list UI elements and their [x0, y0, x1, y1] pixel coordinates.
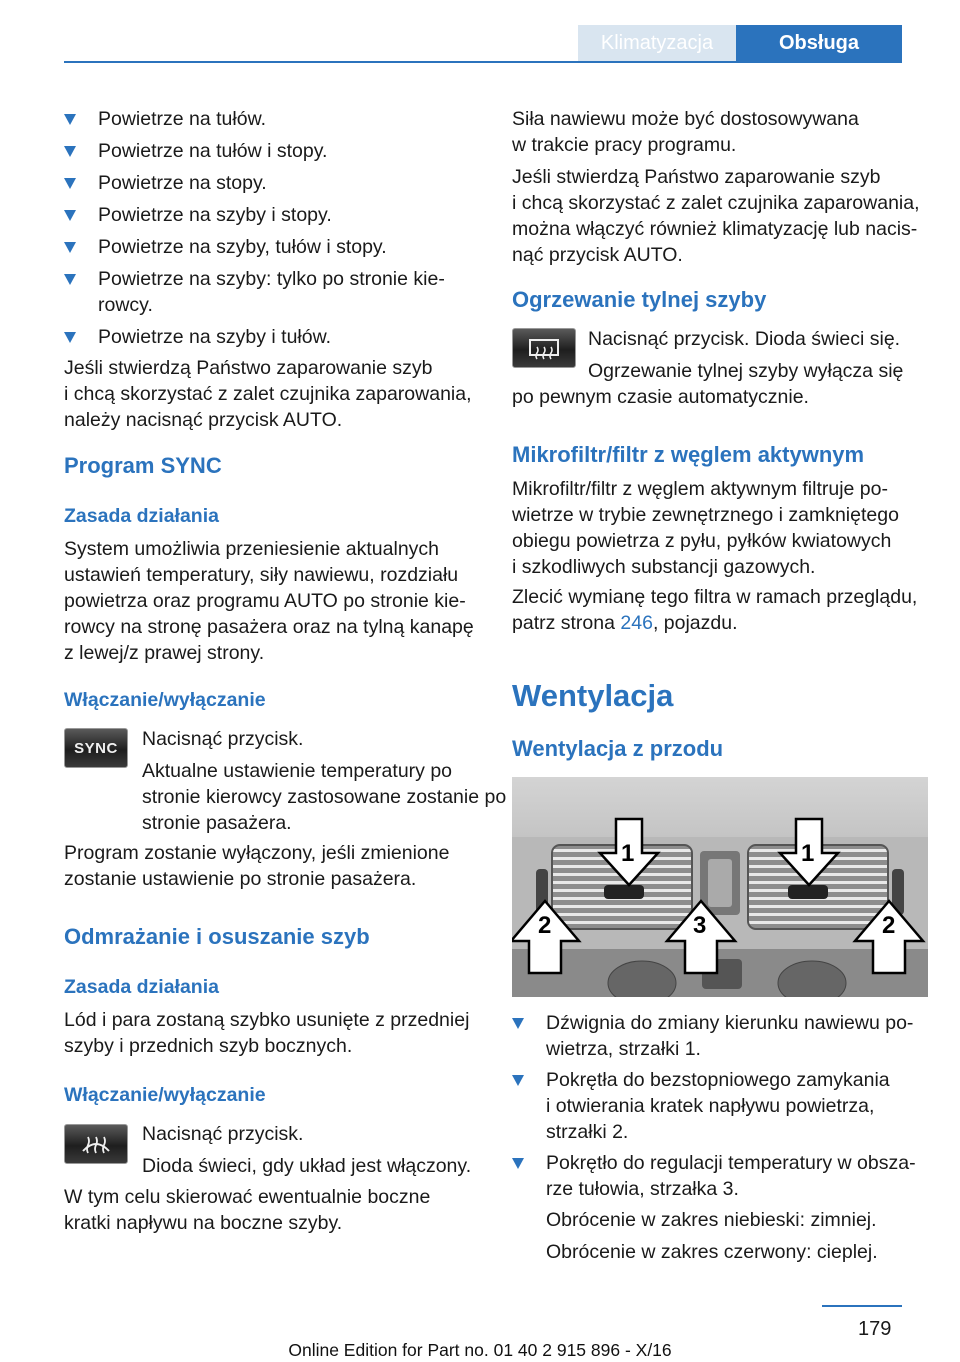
triangle-bullet-icon: [64, 178, 76, 189]
filter-section-title: Mikrofiltr/filtr z węglem aktywnym: [512, 442, 865, 467]
filter-swap-line2: [512, 610, 930, 636]
list-item: Powietrze na szyby: tylko po stronie kie- rowcy.: [64, 266, 518, 318]
list-item: Powietrze na stopy.: [64, 170, 518, 196]
red-range-text: Obrócenie w zakres czerwony: cieplej.: [546, 1241, 878, 1263]
triangle-bullet-icon: [64, 242, 76, 253]
sync-press-text: Nacisnąć przycisk.: [142, 728, 304, 750]
list-item: Pokrętła do bezstopniowego zamykania i otwierania kratek napływu powietrza, strzałki 2.: [512, 1067, 930, 1145]
sync-button-icon: [64, 728, 128, 768]
header-rule: [64, 61, 902, 63]
sync-text2: Program zostanie wyłączony, jeśli zmienione zostanie ustawienie po stronie pasażera.: [64, 842, 450, 890]
ventilation-section-title: Wentylacja: [512, 678, 674, 713]
rear-text-b: po pewnym czasie automatycznie.: [512, 386, 809, 408]
triangle-bullet-icon: [512, 1158, 524, 1169]
defrost-section-title: Odmrażanie i osuszanie szyb: [64, 924, 370, 949]
list-item: Powietrze na tułów i stopy.: [64, 138, 518, 164]
triangle-bullet-icon: [64, 146, 76, 157]
blue-range-text: Obrócenie w zakres niebieski: zimniej.: [546, 1209, 877, 1231]
page-246-link[interactable]: 246: [620, 612, 653, 634]
sync-section-title: Program SYNC: [64, 453, 222, 478]
rear-window-heat-icon: [513, 329, 575, 367]
triangle-bullet-icon: [64, 332, 76, 343]
front-vent-subtitle: Wentylacja z przodu: [512, 736, 724, 761]
dashboard-vents-illustration: [512, 777, 928, 997]
sync-onoff-heading: Włączanie/wyłączanie: [64, 689, 266, 711]
filter-swap-line1: Zlecić wymianę tego filtra w ramach przeglądu,: [512, 586, 918, 608]
sync-principle-paragraph: System umożliwia przeniesienie aktualnych ustawień temperatury, siły nawiewu, rozdziału powietrza oraz programu AUTO po stronie kie- rowcy na stronę pasażera oraz na tylną kanapę z lewej/z prawej strony.: [64, 538, 474, 664]
rear-press-text: Nacisnąć przycisk. Dioda świeci się.: [588, 328, 901, 350]
triangle-bullet-icon: [64, 210, 76, 221]
defrost-text: W tym celu skierować ewentualnie boczne kratki napływu na boczne szyby.: [64, 1186, 431, 1234]
header-section-tab: Klimatyzacja: [578, 25, 736, 62]
defrost-principle-heading: Zasada działania: [64, 976, 219, 998]
defrost-icon: [65, 1125, 127, 1163]
arrow-label: 3: [693, 912, 707, 939]
header-chapter-tab: Obsługa: [736, 25, 902, 62]
list-item: Powietrze na szyby i stopy.: [64, 202, 518, 228]
list-item: Dźwignia do zmiany kierunku nawiewu po- wietrza, strzałki 1.: [512, 1010, 930, 1062]
filter-swap-prefix: patrz strona: [512, 612, 621, 634]
triangle-bullet-icon: [64, 274, 76, 285]
triangle-bullet-icon: [64, 114, 76, 125]
fog-paragraph: Jeśli stwierdzą Państwo zaparowanie szyb i chcą skorzystać z zalet czujnika zaparowania, należy nacisnąć przycisk AUTO.: [64, 357, 472, 431]
rear-text-a: Ogrzewanie tylnej szyby wyłącza się: [588, 360, 904, 382]
sync-button-label: SYNC: [74, 740, 118, 757]
page-number: 179: [858, 1318, 892, 1340]
defrost-onoff-heading: Włączanie/wyłączanie: [64, 1084, 266, 1106]
list-item: Powietrze na szyby, tułów i stopy.: [64, 234, 518, 260]
rear-heat-section-title: Ogrzewanie tylnej szyby: [512, 287, 767, 312]
sync-text-line1: [142, 758, 506, 836]
sync-principle-heading: Zasada działania: [64, 505, 219, 527]
arrow-label: 2: [882, 912, 896, 939]
front-vents-photo: [512, 777, 928, 997]
filter-swap-suffix: , pojazdu.: [652, 612, 738, 634]
defrost-principle-paragraph: Lód i para zostaną szybko usunięte z przedniej szyby i przednich szyb bocznych.: [64, 1009, 470, 1057]
arrow-label: 1: [621, 840, 635, 867]
triangle-bullet-icon: [512, 1075, 524, 1086]
footer-rule: [822, 1305, 902, 1307]
list-item: Powietrze na szyby i tułów.: [64, 324, 518, 350]
triangle-bullet-icon: [512, 1018, 524, 1029]
list-item: Pokrętło do regulacji temperatury w obsza- rze tułowia, strzałka 3.: [512, 1150, 930, 1202]
fog-ac-paragraph: Jeśli stwierdzą Państwo zaparowanie szyb i chcą skorzystać z zalet czujnika zaparowania, można włączyć również klimatyzację lub nacis- nąć przycisk AUTO.: [512, 166, 920, 266]
filter-paragraph: Mikrofiltr/filtr z węglem aktywnym filtruje po- wietrze w trybie zewnętrznego i zamkniętego obiegu powietrza z pyłu, pyłków kwiatowych i szkodliwych substancji gazowych.: [512, 478, 899, 578]
arrow-label: 1: [801, 840, 815, 867]
rear-window-heat-button-icon: [512, 328, 576, 368]
windshield-defrost-button-icon: [64, 1124, 128, 1164]
edition-footer: Online Edition for Part no. 01 40 2 915 896 - X/16: [288, 1340, 672, 1360]
defrost-press-text: Nacisnąć przycisk.: [142, 1123, 304, 1145]
list-item: Powietrze na tułów.: [64, 106, 518, 132]
sync-intro-paragraph: Siła nawiewu może być dostosowywana w trakcie pracy programu.: [512, 108, 859, 156]
sync-text1: Aktualne ustawienie temperatury po stronie kierowcy zastosowane zostanie po stronie pasażera.: [142, 760, 507, 834]
arrow-label: 2: [538, 912, 552, 939]
defrost-led-text: Dioda świeci, gdy układ jest włączony.: [142, 1155, 472, 1177]
